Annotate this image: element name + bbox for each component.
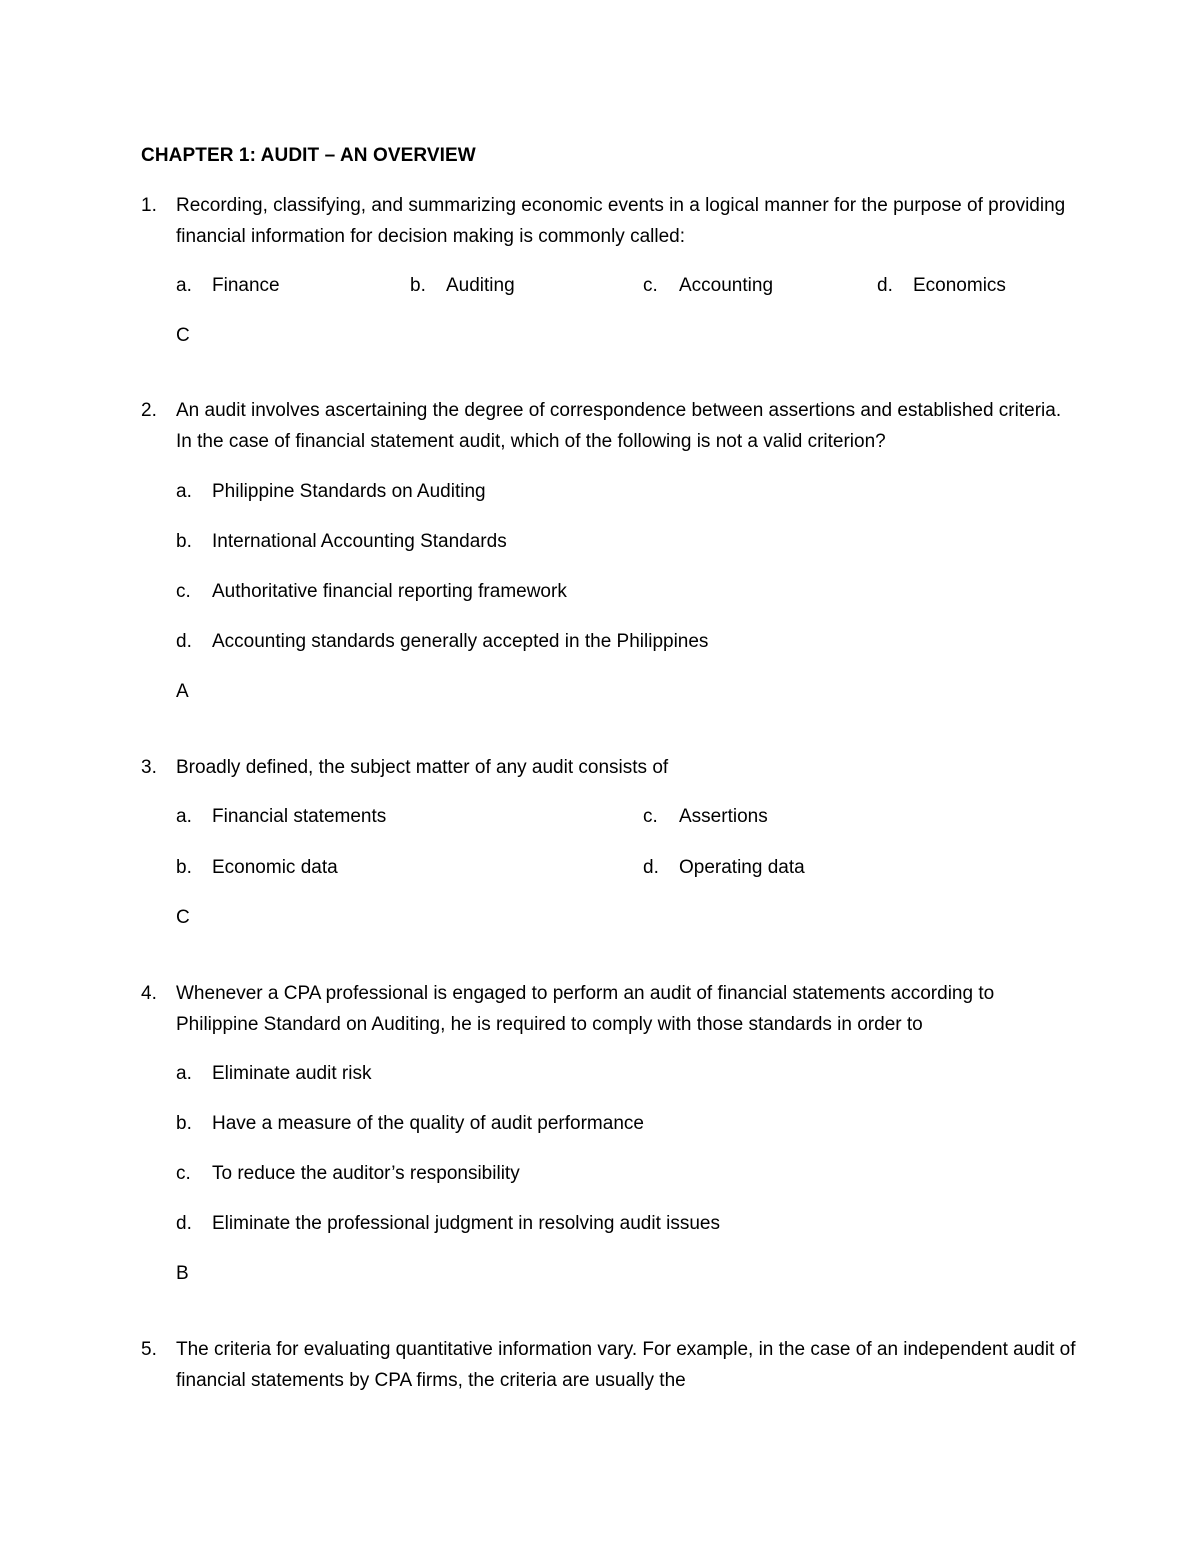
question-1-option-d: [877, 275, 1006, 297]
option-text: Economic data: [212, 857, 338, 878]
question-3-option-b: [176, 857, 338, 879]
question-4-option-b: [176, 1113, 644, 1135]
question-1-number: 1.: [141, 195, 157, 216]
option-letter: c.: [176, 581, 191, 602]
question-4-option-a: [176, 1063, 371, 1085]
option-letter: a.: [176, 806, 192, 827]
question-4-answer: B: [176, 1263, 189, 1284]
question-1-answer: C: [176, 325, 190, 346]
question-4-text: Whenever a CPA professional is engaged to perform an audit of financial statements according to Philippine Standard on Auditing, he is required to comply with those standards in order to: [176, 983, 995, 1035]
option-text: Finance: [212, 275, 280, 296]
option-letter: c.: [643, 275, 658, 296]
option-text: Auditing: [446, 275, 515, 296]
question-3-text: Broadly defined, the subject matter of any audit consists of: [176, 757, 669, 778]
option-letter: b.: [176, 1113, 192, 1134]
question-2-number: 2.: [141, 400, 157, 421]
option-text: Authoritative financial reporting framework: [212, 581, 567, 602]
question-2-option-d: [176, 631, 708, 653]
option-letter: d.: [643, 857, 659, 878]
question-3-number: 3.: [141, 757, 157, 778]
question-3-answer: C: [176, 907, 190, 928]
question-1-text: Recording, classifying, and summarizing economic events in a logical manner for the purpose of providing financial information for decision making is commonly called:: [176, 195, 1066, 247]
option-letter: b.: [176, 857, 192, 878]
option-letter: b.: [410, 275, 426, 296]
option-text: Operating data: [679, 857, 805, 878]
option-letter: b.: [176, 531, 192, 552]
option-letter: d.: [877, 275, 893, 296]
option-text: International Accounting Standards: [212, 531, 507, 552]
option-text: Assertions: [679, 806, 768, 827]
option-text: Economics: [913, 275, 1006, 296]
option-letter: c.: [643, 806, 658, 827]
question-4-option-d: [176, 1213, 720, 1235]
question-5-number: 5.: [141, 1339, 157, 1360]
option-letter: d.: [176, 631, 192, 652]
question-4-option-c: [176, 1163, 520, 1185]
option-letter: d.: [176, 1213, 192, 1234]
question-1-option-c: [643, 275, 773, 297]
option-letter: a.: [176, 275, 192, 296]
option-text: Have a measure of the quality of audit performance: [212, 1113, 644, 1134]
question-3-option-c: [643, 806, 768, 828]
question-2-text: An audit involves ascertaining the degree of correspondence between assertions and established criteria. In the case of financial statement audit, which of the following is not a valid criterion?: [176, 400, 1062, 452]
option-text: Eliminate the professional judgment in resolving audit issues: [212, 1213, 720, 1234]
option-letter: a.: [176, 1063, 192, 1084]
option-letter: a.: [176, 481, 192, 502]
question-1-option-b: [410, 275, 515, 297]
question-3-option-d: [643, 857, 805, 879]
option-text: Eliminate audit risk: [212, 1063, 372, 1084]
question-2-option-c: [176, 581, 567, 603]
question-5-text: The criteria for evaluating quantitative information vary. For example, in the case of an independent audit of financial statements by CPA firms, the criteria are usually the: [176, 1339, 1076, 1391]
question-3-option-a: [176, 806, 386, 828]
option-text: Financial statements: [212, 806, 387, 827]
option-text: Philippine Standards on Auditing: [212, 481, 486, 502]
question-1-option-a: [176, 275, 280, 297]
question-4-number: 4.: [141, 983, 157, 1004]
option-text: Accounting standards generally accepted in the Philippines: [212, 631, 709, 652]
chapter-title: CHAPTER 1: AUDIT – AN OVERVIEW: [141, 145, 476, 166]
question-2-option-a: [176, 481, 486, 503]
option-text: Accounting: [679, 275, 774, 296]
option-letter: c.: [176, 1163, 191, 1184]
question-2-option-b: [176, 531, 507, 553]
option-text: To reduce the auditor’s responsibility: [212, 1163, 520, 1184]
question-2-answer: A: [176, 681, 189, 702]
